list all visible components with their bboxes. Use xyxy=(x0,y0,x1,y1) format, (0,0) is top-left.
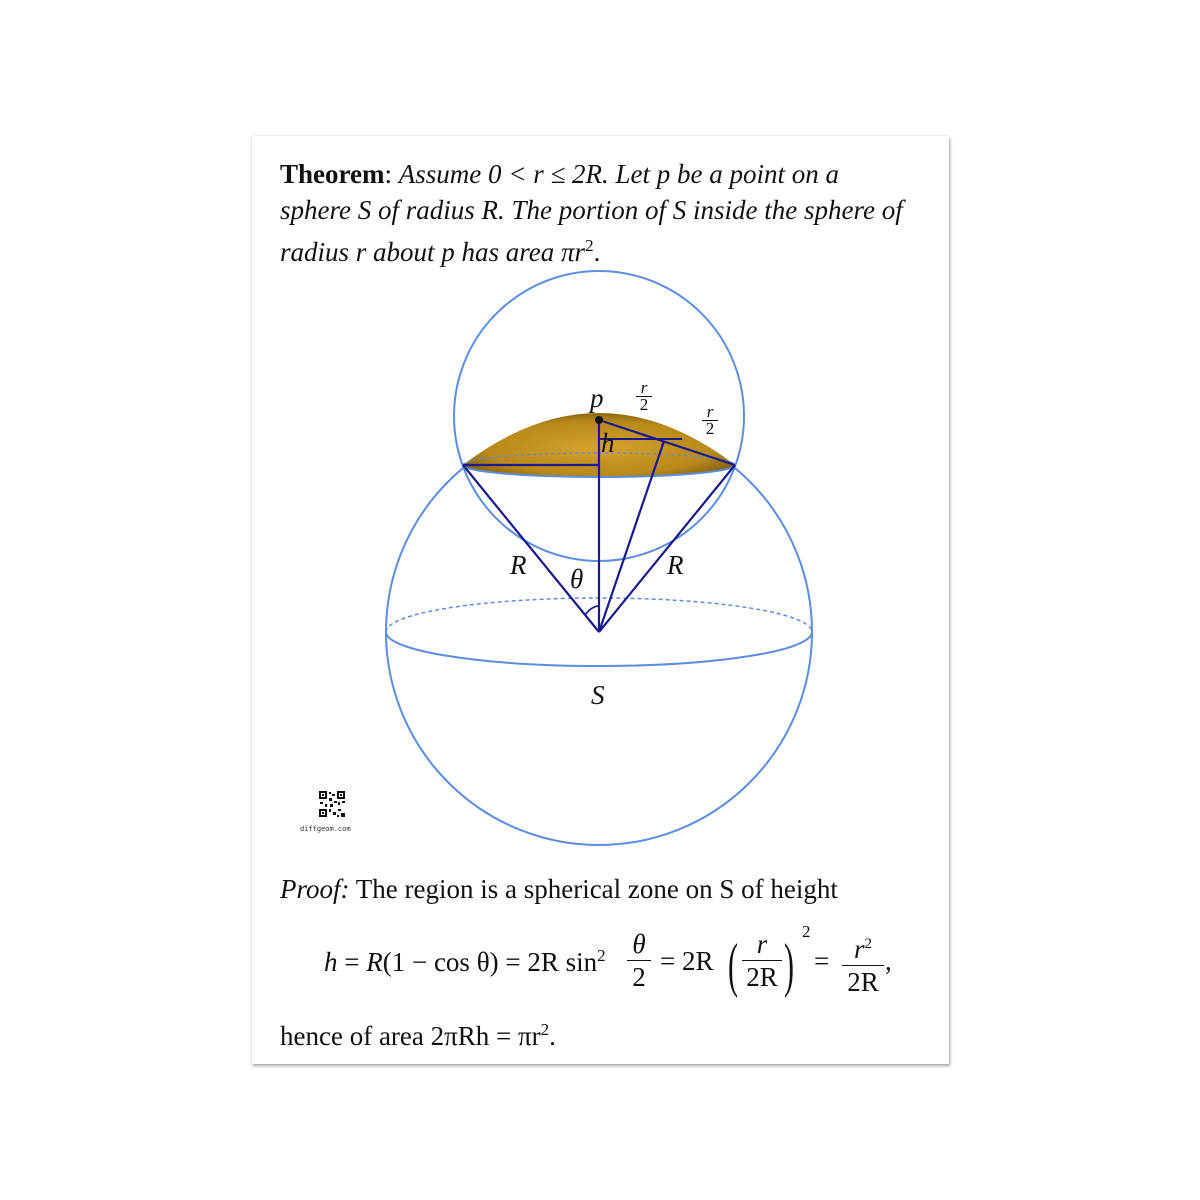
proof-statement xyxy=(280,871,930,907)
height-formula: h = R(1 − cos θ) = 2R $\sin^2$ θ 2 = 2R ( r 2R ) 2 = $r^2$ 2R , xyxy=(324,922,892,998)
proof-label: Proof: xyxy=(280,874,350,904)
fraction-r2-2R: $r^2$ 2R xyxy=(842,928,884,998)
qr-code-icon xyxy=(318,790,346,818)
label-theta: θ xyxy=(570,564,584,594)
theorem-exponent: 2 xyxy=(585,236,594,255)
proof-conclusion: hence of area $2\pi Rh = \pi r^2$. xyxy=(280,1020,556,1051)
qr-caption: diffgeom.com xyxy=(300,825,351,833)
proof-text: The region is a spherical zone on S of height xyxy=(355,874,838,904)
point-p xyxy=(595,416,603,424)
fraction-theta-2: θ 2 xyxy=(627,928,651,993)
radius-left xyxy=(463,465,599,632)
label-r-half-2: r 2 xyxy=(702,404,718,437)
label-R-left: R xyxy=(510,550,527,580)
theorem-label: Theorem xyxy=(280,159,385,189)
label-p: p xyxy=(590,383,604,413)
theta-arc xyxy=(585,606,599,615)
theorem-card xyxy=(252,136,949,1064)
label-S: S xyxy=(591,680,605,710)
fraction-r-2R: r 2R xyxy=(742,928,782,993)
radius-right xyxy=(599,465,735,632)
theorem-line-3: radius r about p has area πr xyxy=(280,237,586,267)
label-R-right: R xyxy=(667,550,684,580)
theorem-line-2: sphere S of radius R. The portion of S inside the sphere of xyxy=(280,195,903,225)
label-h: h xyxy=(601,428,615,458)
theorem-statement: Theorem: Assume 0 < r ≤ 2R. Let p be a point on a sphere S of radius R. The portion of S inside the sphere of radius r about p has area $\pi r^2$. xyxy=(280,159,903,267)
theorem-line-1: Assume 0 < r ≤ 2R. Let p be a point on a xyxy=(398,159,840,189)
label-r-half-1: r 2 xyxy=(636,380,652,413)
equator-front xyxy=(386,632,812,666)
